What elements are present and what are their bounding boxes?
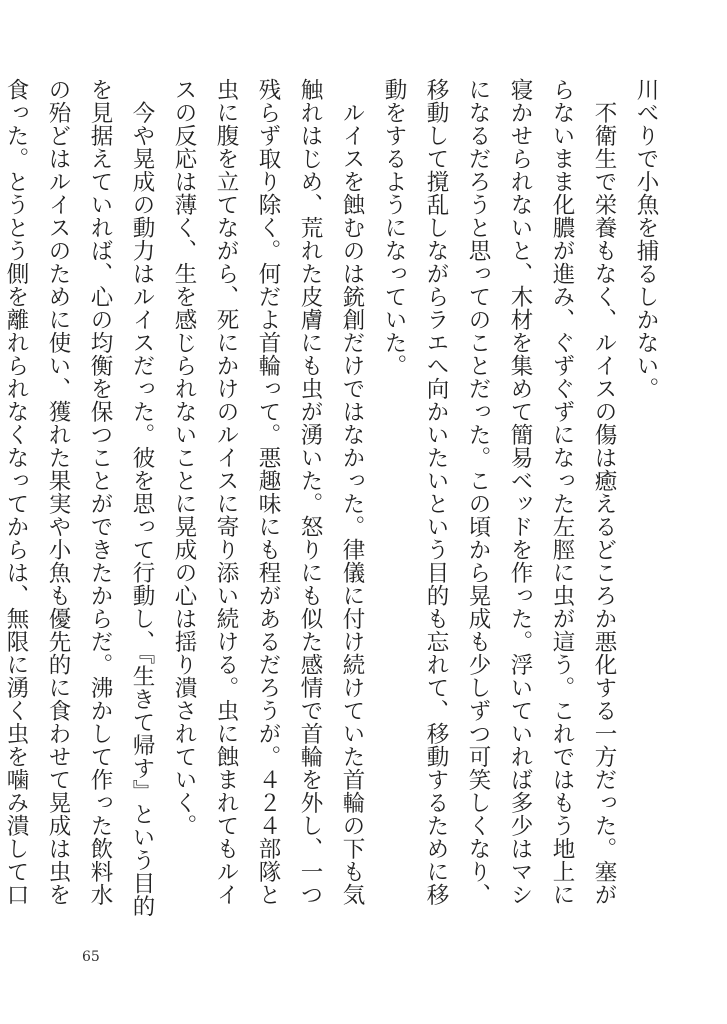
paragraph: 不衛生で栄養もなく、ルイスの傷は癒えるどころか悪化する一方だった。塞がらないまま化膿が進み、ぐずぐずになった左脛に虫が這う。これではもう地上に寝かせられないと、木材を集めて簡易ベッドを作った。浮いていれば多少はマシになるだろうと思ってのことだった。この頃から晃成も少しずつ可笑しくなり、移動して撹乱しながらラエへ向かいたいという目的も忘れて、移動するために移動をするようになっていた。	[381, 78, 617, 906]
page-number: 65	[82, 949, 100, 965]
vertical-text-body	[3, 78, 667, 928]
paragraph: ルイスを蝕むのは銃創だけではなかった。律儀に付け続けていた首輪の下も気触れはじめ、荒れた皮膚にも虫が湧いた。怒りにも似た感情で首輪を外し、一つ残らず取り除く。何だよ首輪って。悪趣味にも程があるだろうが。４２４部隊と虫に腹を立てながら、死にかけのルイスに寄り添い続ける。虫に蝕まれてもルイスの反応は薄く、生を感じられないことに晃成の心は揺り潰されていく。	[171, 78, 365, 906]
paragraph: 今や晃成の動力はルイスだった。彼を思って行動し、『生きて帰す』という目的を見据えていれば、心の均衡を保つことができたからだ。沸かして作った飲料水の殆どはルイスのために使い、獲れた果実や小魚も優先的に食わせて晃成は虫を食った。とうとう側を離れられなくなってからは、無限に湧く虫を噛み潰して口	[3, 78, 155, 918]
paragraph: 川べりで小魚を捕るしかない。	[633, 78, 659, 400]
